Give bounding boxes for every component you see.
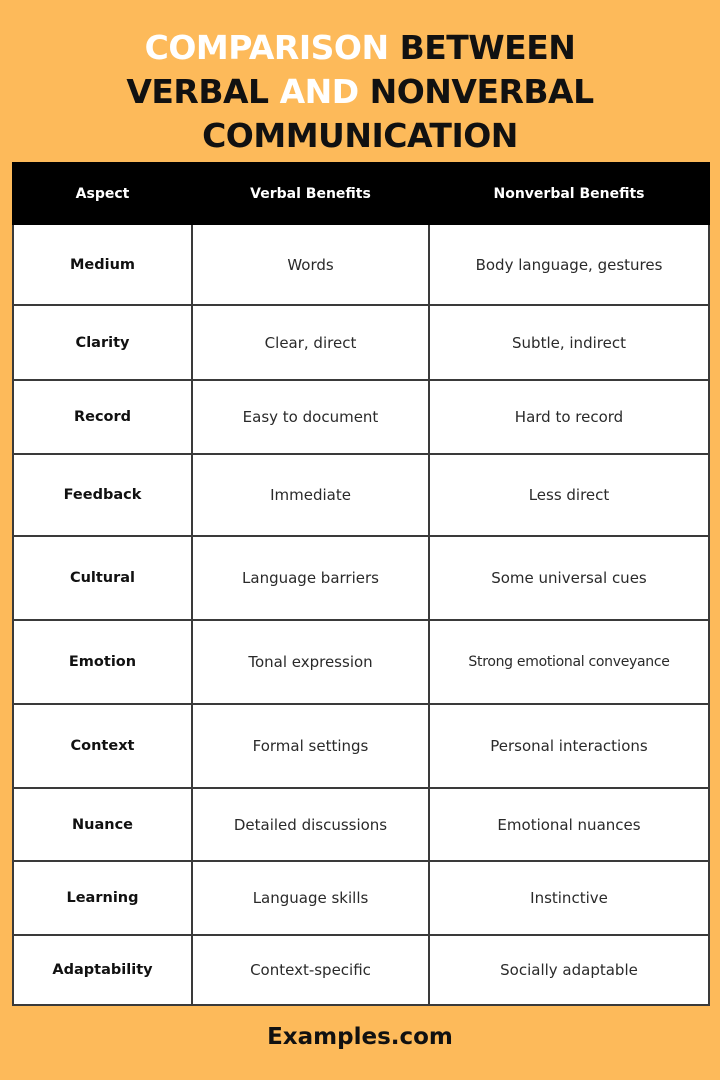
nonverbal-cell: Hard to record xyxy=(429,380,709,454)
nonverbal-cell: Personal interactions xyxy=(429,704,709,788)
nonverbal-cell: Less direct xyxy=(429,454,709,536)
table-row xyxy=(13,305,709,380)
aspect-cell: Context xyxy=(13,704,192,788)
nonverbal-cell: Subtle, indirect xyxy=(429,305,709,380)
nonverbal-cell: Socially adaptable xyxy=(429,935,709,1005)
footer-brand: Examples.com xyxy=(267,1024,453,1050)
title-word-between: BETWEEN xyxy=(399,28,576,67)
table-row xyxy=(13,224,709,305)
table-row xyxy=(13,536,709,620)
aspect-cell: Cultural xyxy=(13,536,192,620)
verbal-cell: Clear, direct xyxy=(192,305,429,380)
aspect-cell: Nuance xyxy=(13,788,192,861)
comparison-table xyxy=(12,162,710,1006)
aspect-cell: Record xyxy=(13,380,192,454)
verbal-cell: Easy to document xyxy=(192,380,429,454)
header-nonverbal-benefits: Nonverbal Benefits xyxy=(429,163,709,224)
table-body xyxy=(13,224,709,1005)
verbal-cell: Tonal expression xyxy=(192,620,429,704)
header-aspect: Aspect xyxy=(13,163,192,224)
verbal-cell: Immediate xyxy=(192,454,429,536)
header-verbal-benefits: Verbal Benefits xyxy=(192,163,429,224)
aspect-cell: Adaptability xyxy=(13,935,192,1005)
nonverbal-cell: Instinctive xyxy=(429,861,709,935)
title-line-1 xyxy=(0,26,720,70)
aspect-cell: Emotion xyxy=(13,620,192,704)
title-highlight-comparison: COMPARISON xyxy=(144,28,389,67)
page-title xyxy=(0,26,720,158)
table-header-row xyxy=(13,163,709,224)
table-row xyxy=(13,861,709,935)
nonverbal-cell: Emotional nuances xyxy=(429,788,709,861)
nonverbal-cell: Body language, gestures xyxy=(429,224,709,305)
table-row xyxy=(13,380,709,454)
table-row xyxy=(13,788,709,861)
aspect-cell: Learning xyxy=(13,861,192,935)
verbal-cell: Language barriers xyxy=(192,536,429,620)
verbal-cell: Words xyxy=(192,224,429,305)
aspect-cell: Feedback xyxy=(13,454,192,536)
nonverbal-cell: Strong emotional conveyance xyxy=(429,620,709,704)
title-word-nonverbal: NONVERBAL xyxy=(369,72,594,111)
verbal-cell: Context-specific xyxy=(192,935,429,1005)
table-row xyxy=(13,620,709,704)
table-row xyxy=(13,704,709,788)
table-header xyxy=(13,163,709,224)
aspect-cell: Medium xyxy=(13,224,192,305)
table-row xyxy=(13,935,709,1005)
title-highlight-and: AND xyxy=(279,72,359,111)
verbal-cell: Detailed discussions xyxy=(192,788,429,861)
title-word-verbal: VERBAL xyxy=(126,72,269,111)
verbal-cell: Formal settings xyxy=(192,704,429,788)
verbal-cell: Language skills xyxy=(192,861,429,935)
nonverbal-cell: Some universal cues xyxy=(429,536,709,620)
aspect-cell: Clarity xyxy=(13,305,192,380)
title-line-2 xyxy=(0,70,720,114)
title-line-3: COMMUNICATION xyxy=(202,116,518,155)
table-row xyxy=(13,454,709,536)
